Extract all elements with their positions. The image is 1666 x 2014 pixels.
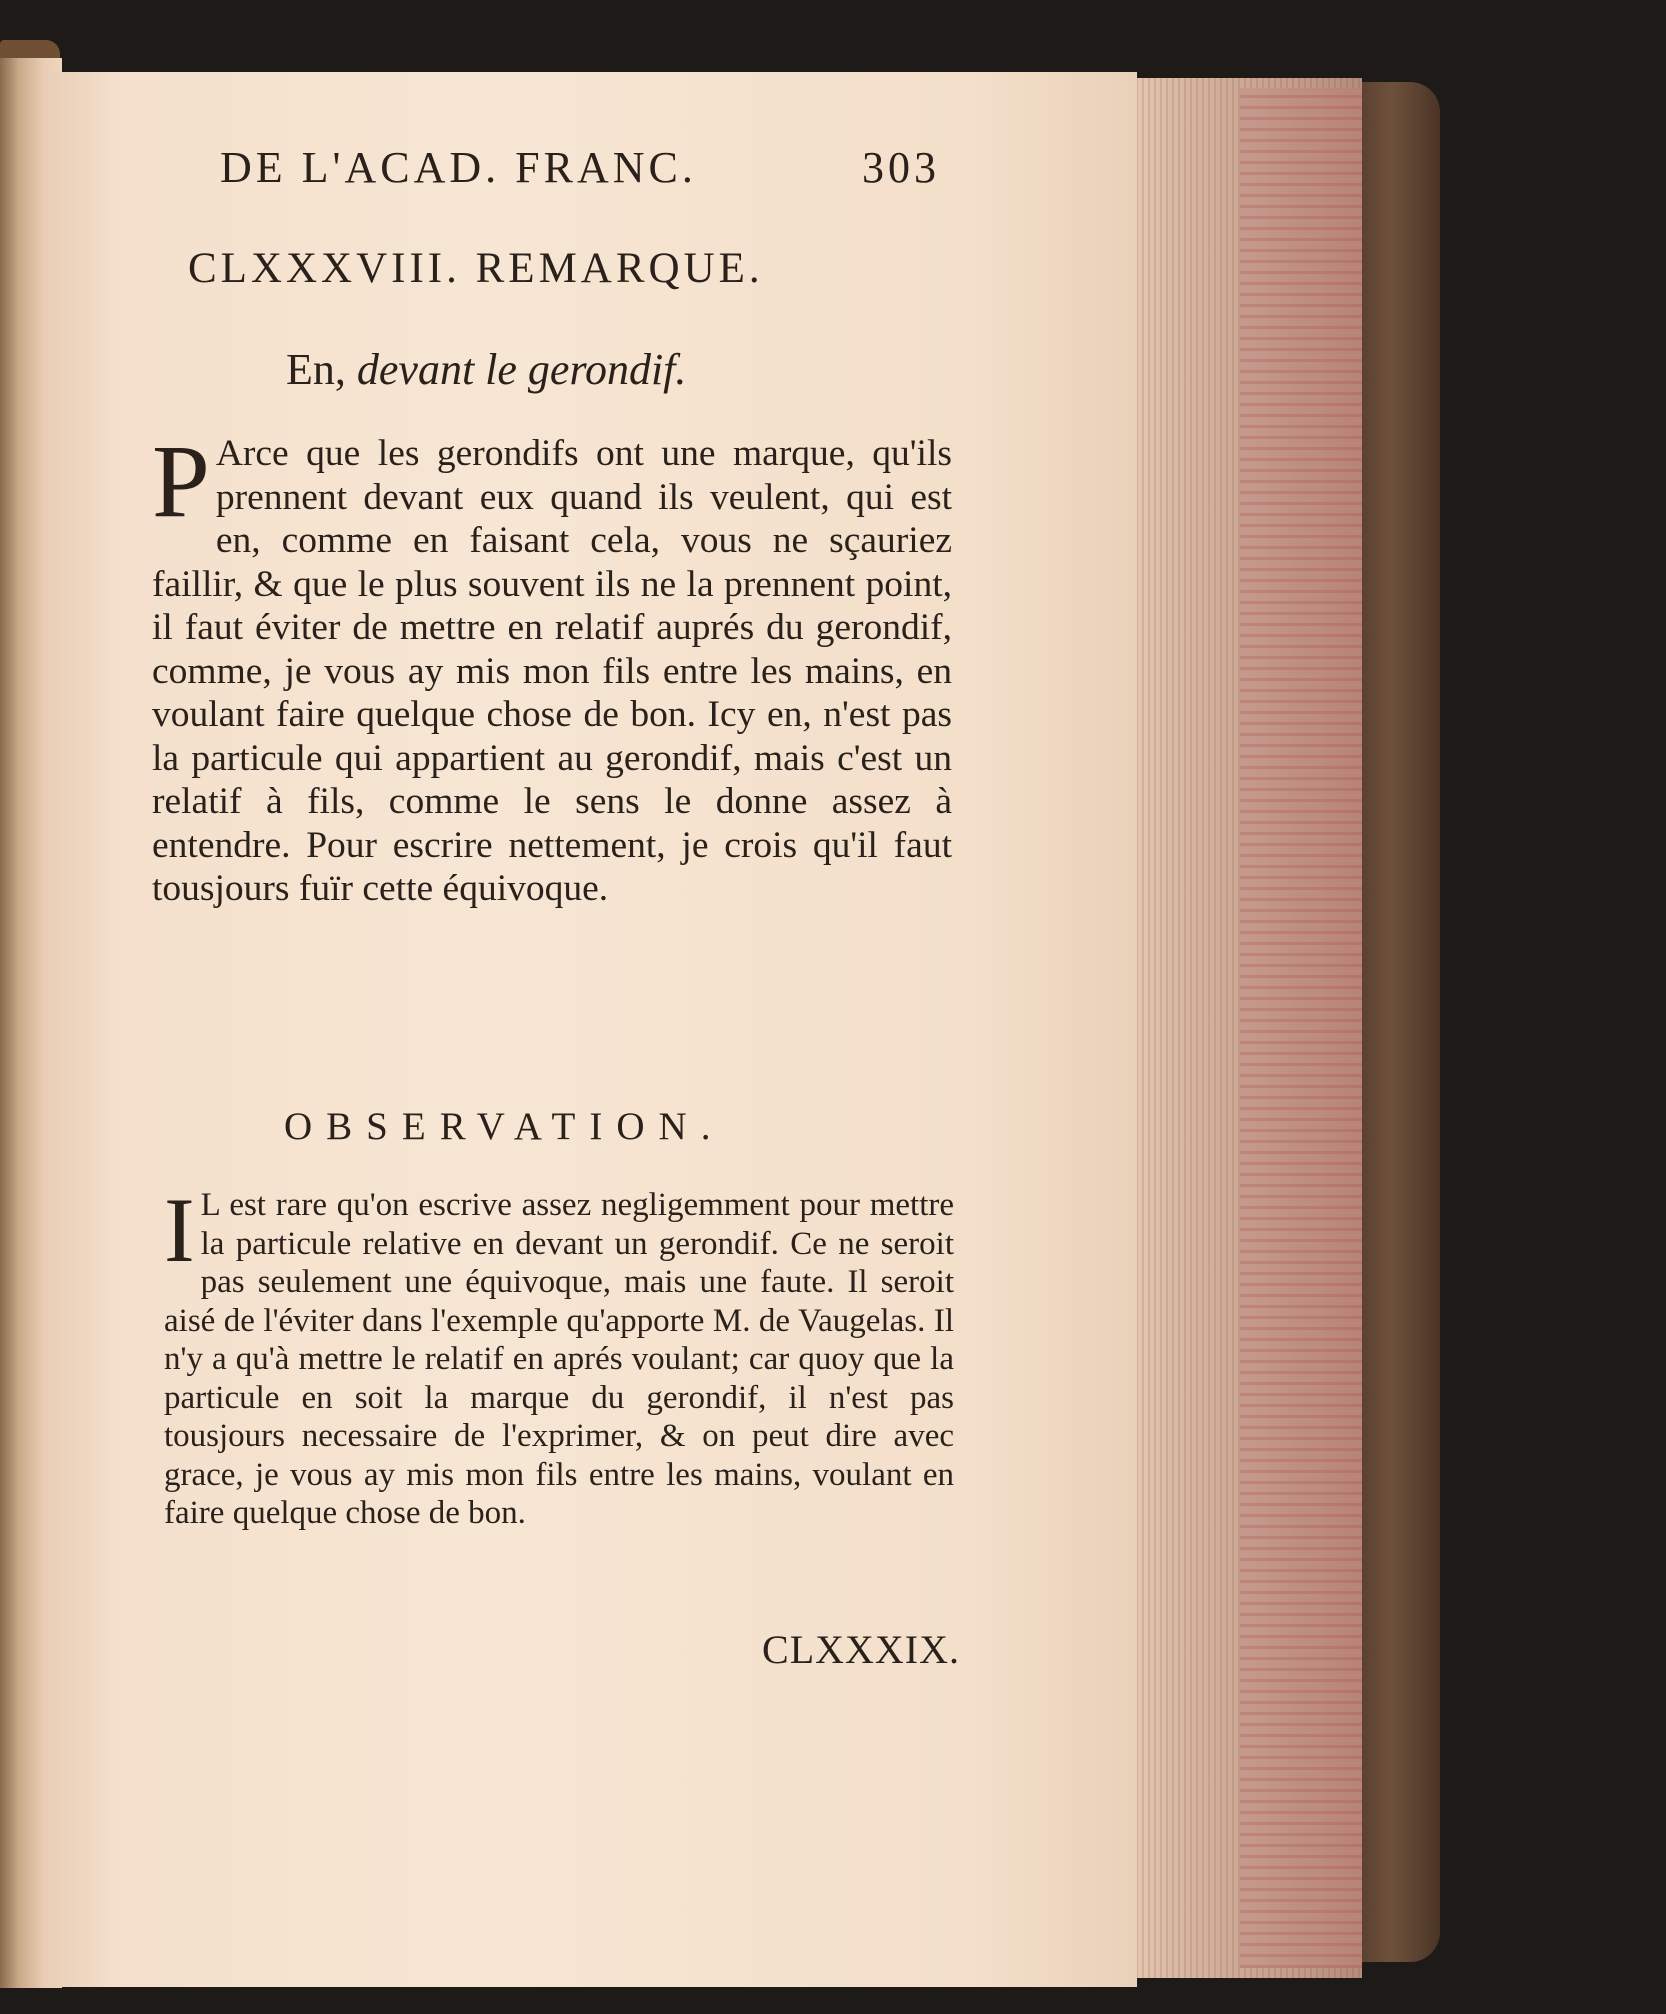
observation-dropcap: I bbox=[164, 1179, 195, 1281]
running-head bbox=[220, 142, 940, 192]
page-number: 303 bbox=[862, 143, 940, 192]
subject-plain: En, bbox=[286, 345, 346, 394]
remarque-heading: CLXXXVIII. REMARQUE. bbox=[188, 245, 764, 292]
remarque-paragraph bbox=[152, 424, 952, 911]
subject-italic: devant le gerondif. bbox=[356, 345, 687, 394]
remarque-dropcap: P bbox=[152, 424, 210, 539]
subject-heading bbox=[286, 344, 846, 395]
remarque-text: Arce que les gerondifs ont une marque, qu'ils prennent devant eux quand ils veulent, qui est en, comme en faisant cela, vous ne sçauriez faillir, & que le plus souvent ils ne la prennent point, il faut éviter de mettre en relatif auprés du gerondif, comme, je vous ay mis mon fils entre les mains, en voulant faire quelque chose de bon. Icy en, n'est pas la particule qui appartient au gerondif, mais c'est un relatif à fils, comme le sens le donne assez à entendre. Pour escrire nettement, je crois qu'il faut tousjours fuïr cette équivoque. bbox=[152, 433, 952, 909]
observation-paragraph bbox=[164, 1179, 954, 1533]
back-cover bbox=[1360, 82, 1440, 1962]
running-head-title: DE L'ACAD. FRANC. bbox=[220, 143, 697, 192]
observation-heading: OBSERVATION. bbox=[284, 1105, 725, 1148]
red-speckled-edge bbox=[1240, 88, 1362, 1968]
observation-text: L est rare qu'on escrive assez negligemment pour mettre la particule relative en devant un gerondif. Ce ne seroit pas seulement une équivoque, mais une faute. Il seroit aisé de l'éviter dans l'exemple qu'apporte M. de Vaugelas. Il n'y a qu'à mettre le relatif en aprés voulant; car quoy que la particule en soit la marque du gerondif, il n'est pas tousjours necessaire de l'exprimer, & on peut dire avec grace, je vous ay mis mon fils entre les mains, voulant en faire quelque chose de bon. bbox=[164, 1187, 954, 1531]
catchword: CLXXXIX. bbox=[762, 1627, 960, 1672]
